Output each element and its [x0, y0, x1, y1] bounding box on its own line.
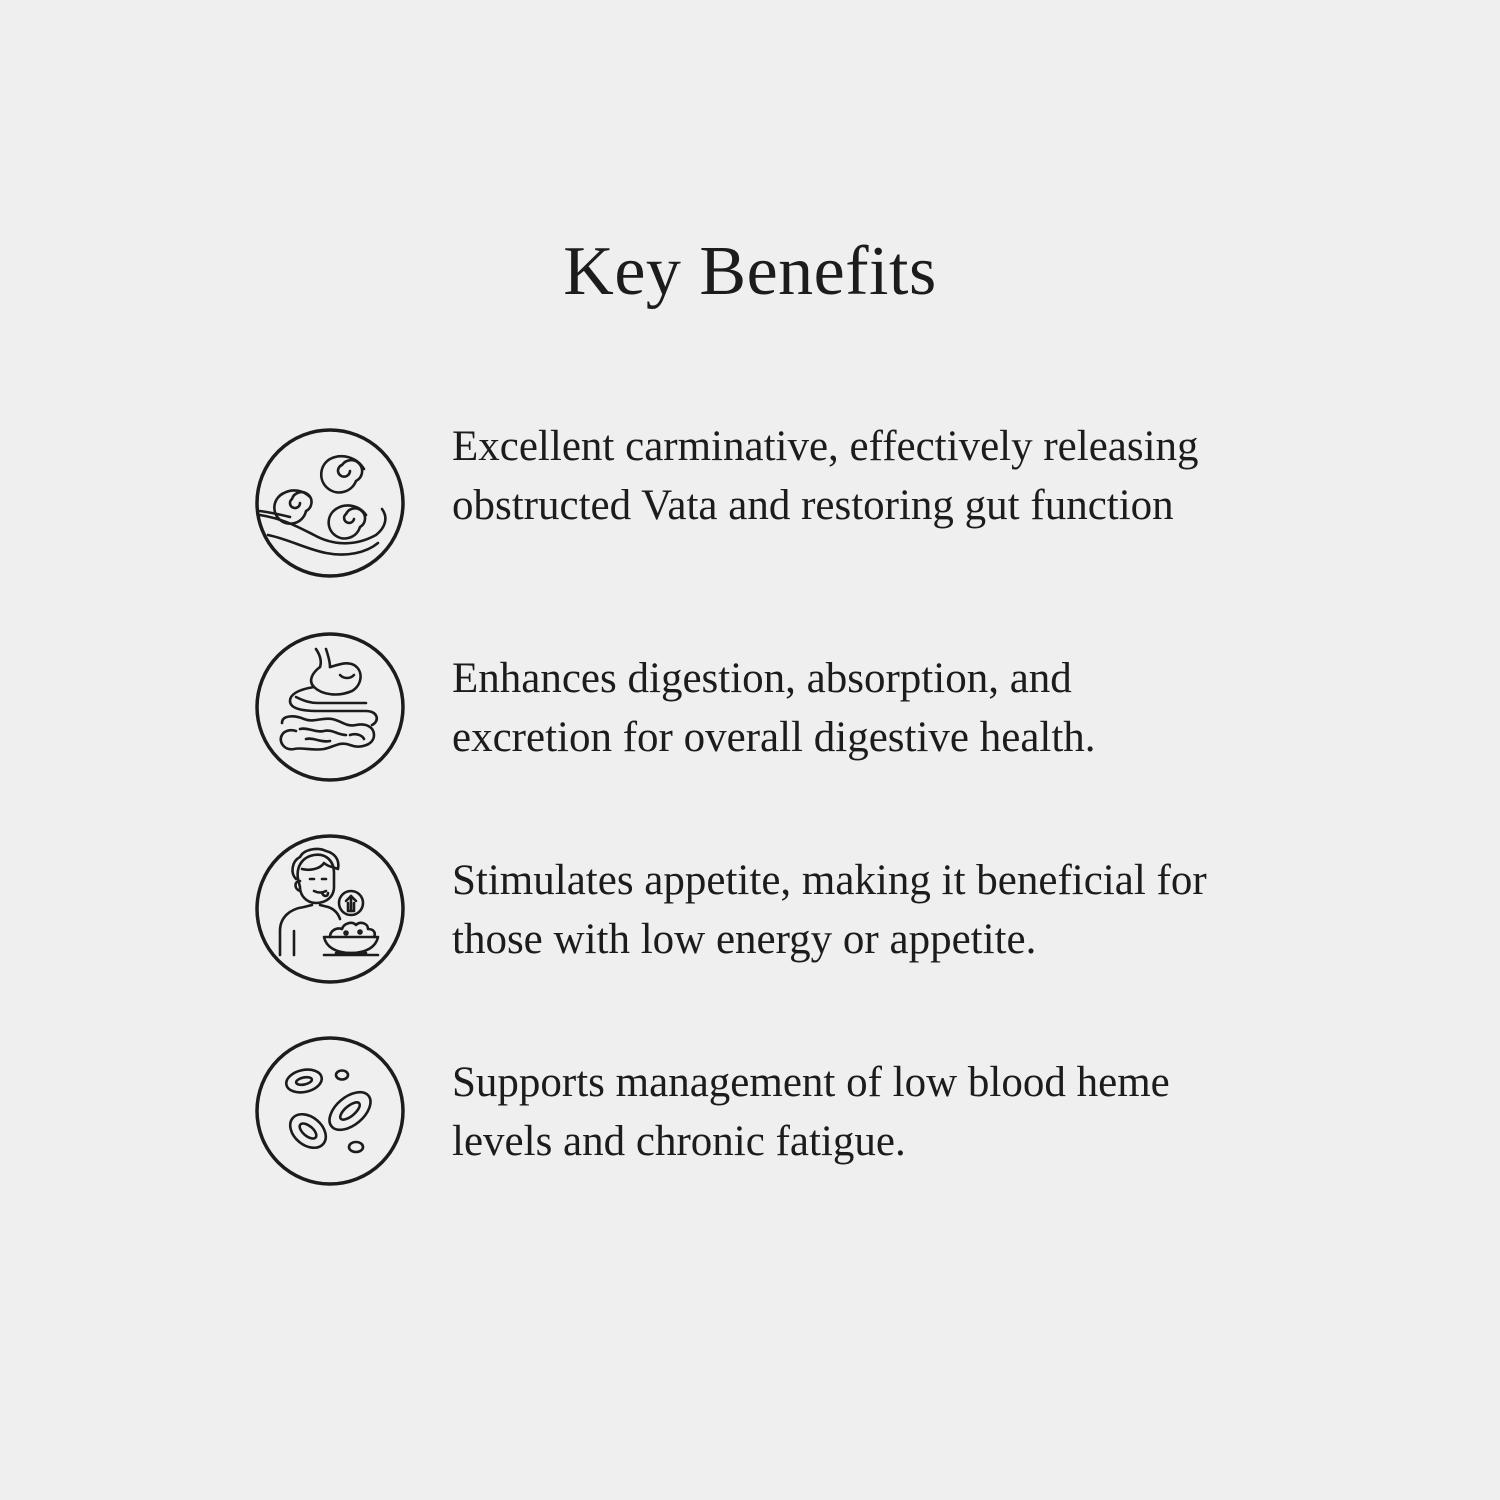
appetite-person-icon: [254, 833, 406, 985]
benefit-text: Enhances digestion, absorption, and excretion for overall digestive health.: [452, 655, 1096, 761]
benefit-text: Supports management of low blood heme levels and chronic fatigue.: [452, 1059, 1170, 1165]
blood-cells-icon: [254, 1035, 406, 1187]
digestive-system-icon: [254, 631, 406, 783]
page-title: Key Benefits: [563, 233, 937, 310]
benefit-text: Excellent carminative, effectively releasing obstructed Vata and restoring gut function: [452, 423, 1199, 529]
benefit-text: Stimulates appetite, making it beneficial for those with low energy or appetite.: [452, 857, 1207, 963]
wind-swirl-icon: [254, 427, 406, 579]
